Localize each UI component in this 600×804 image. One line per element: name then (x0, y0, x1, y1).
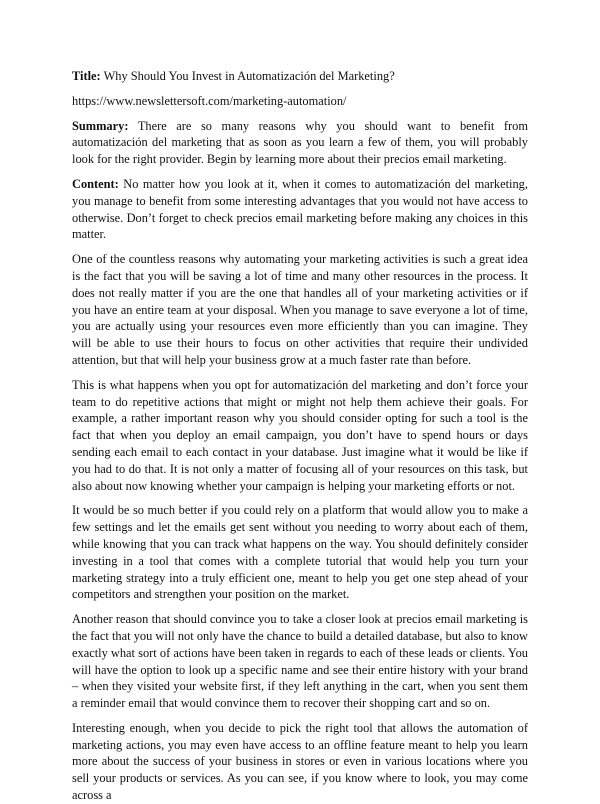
document-title: Why Should You Invest in Automatización del Marketing? (103, 69, 395, 83)
content-text: No matter how you look at it, when it comes to automatización del marketing, you manage to benefit from some interesting advantages that you would not have access to otherwise. Don’t forget to check precios email marketing before making any choices in this matter. (72, 176, 528, 242)
summary-label: Summary: (72, 118, 129, 133)
body-paragraph: This is what happens when you opt for automatización del marketing and don’t force your team to do repetitive actions that might or might not help them achieve their goals. For example, a rather important reason why you should consider opting for such a tool is the fact that when you deploy an email campaign, you don’t have to spend hours or days sending each email to each contact in your database. Just imagine what it would be like if you had to do that. It is not only a matter of focusing all of your resources on this task, but also about now knowing whether your campaign is helping your marketing efforts or not. (72, 377, 528, 493)
title-label: Title: (72, 69, 101, 83)
body-paragraph: Another reason that should convince you to take a closer look at precios email marketing is the fact that you will not only have the chance to build a detailed database, but also to know exactly what sort of actions have been taken in regards to each of these leads or clients. You will have the option to look up a specific name and see their entire history with your brand – when they visited your website first, if they left anything in the cart, when you sent them a reminder email that would convince them to recover their shopping cart and so on. (72, 612, 528, 711)
content-label: Content: (72, 176, 119, 191)
body-paragraph: It would be so much better if you could rely on a platform that would allow you to make a few settings and let the emails get sent without you needing to worry about each of them, while knowing that you can track what happens on the way. You should definitely consider investing in a tool that comes with a complete tutorial that would help you turn your marketing strategy into a truly efficient one, meant to help you get one step ahead of your competitors and strengthen your position on the market. (72, 503, 528, 602)
title-line (72, 68, 528, 85)
summary-paragraph (72, 118, 528, 168)
summary-text: There are so many reasons why you should want to benefit from automatización del marketing that as soon as you learn a few of them, you will probably look for the right provider. Begin by learning more about their precios email marketing. (72, 118, 529, 167)
content-paragraph (72, 176, 528, 243)
source-url: https://www.newslettersoft.com/marketing-automation/ (72, 93, 347, 108)
body-paragraph: Interesting enough, when you decide to pick the right tool that allows the automation of marketing actions, you may even have access to an offline feature meant to help you learn more about the success of your business in stores or even in various locations where you sell your products or services. As you can see, if you know where to look, you may come across a (72, 720, 528, 803)
body-paragraph: One of the countless reasons why automating your marketing activities is such a great idea is the fact that you will be saving a lot of time and many other resources in the process. It does not really matter if you are the one that handles all of your marketing activities or if you have an entire team at your disposal. When you manage to save everyone a lot of time, you are actually using your resources even more efficiently than you can imagine. They will be able to use their hours to focus on other activities that require their undivided attention, but that will help your business grow at a much faster rate than before. (72, 252, 528, 367)
